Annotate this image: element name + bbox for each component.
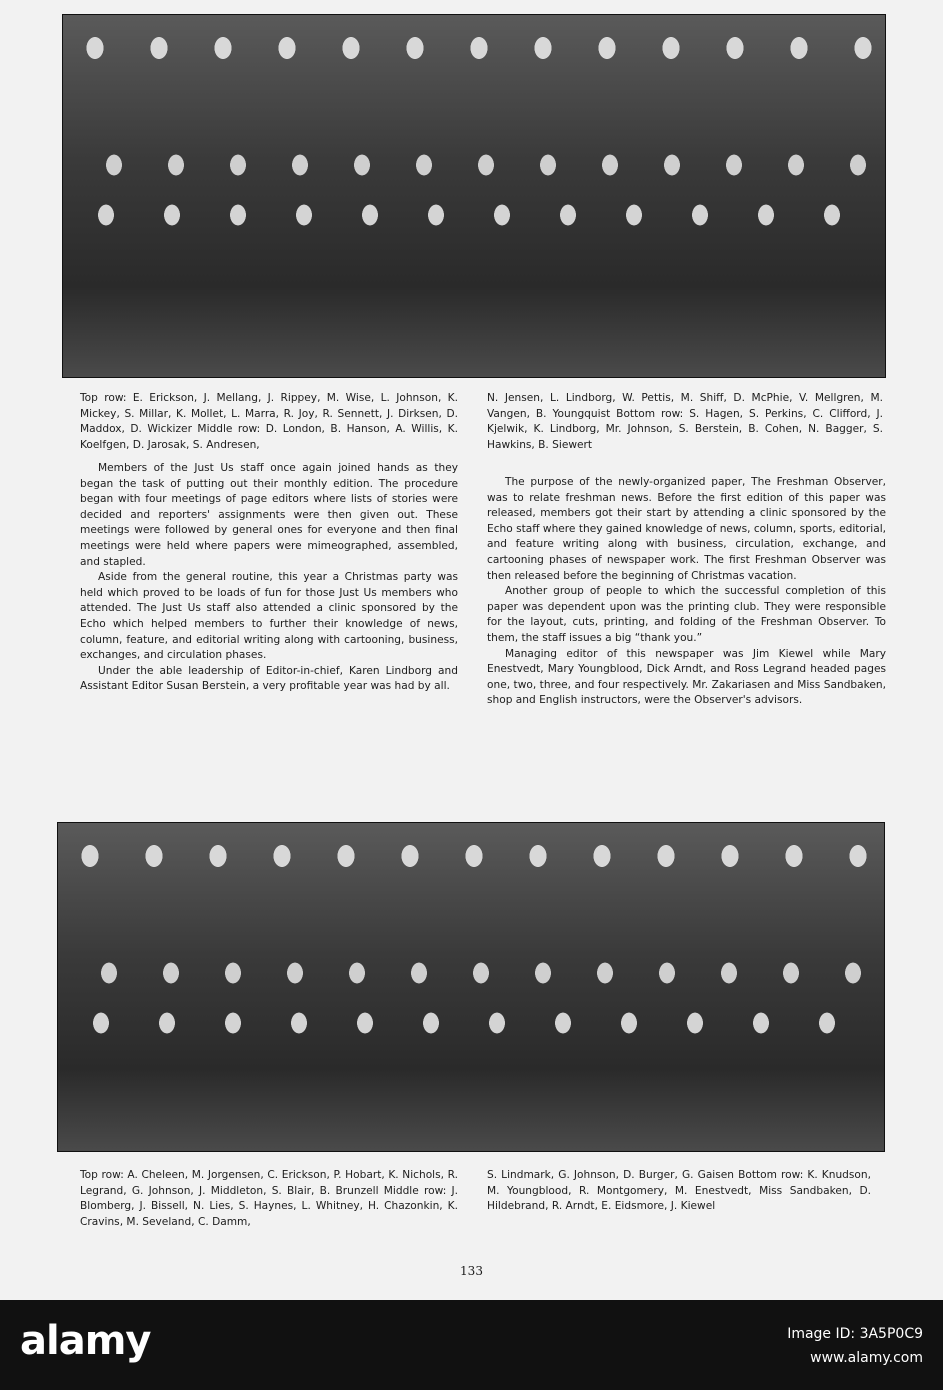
- photo1-caption-left: [80, 391, 458, 453]
- paragraph: Another group of people to which the successful completion of this paper was dependent upon was the printing club. They were responsible for the layout, cuts, printing, and folding of the Freshman Observer. To them, the staff issues a big “thank you.”: [487, 585, 886, 644]
- watermark-url: www.alamy.com: [810, 1350, 923, 1366]
- paragraph: Managing editor of this newspaper was Jim Kiewel while Mary Enestvedt, Mary Youngblood, Dick Arndt, and Ross Legrand headed pages one, two, three, and four respectively. Mr. Zakariasen and Miss Sandbaken, shop and English instructors, were the Observer's advisors.: [487, 647, 886, 707]
- caption-text: Top row: E. Erickson, J. Mellang, J. Rippey, M. Wise, L. Johnson, K. Mickey, S. Millar, K. Mollet, L. Marra, R. Joy, R. Sennett, J. Dirksen, D. Maddox, D. Wickizer Middle row: D. London, B. Hanson, A. Willis, K. Koelfgen, D. Jarosak, S. Andresen,: [80, 392, 458, 451]
- paragraph: Members of the Just Us staff once again joined hands as they began the task of putting out their monthly edition. The procedure began with four meetings of page editors where lists of stories were decided and reporters' assignments were then given out. These meetings were followed by general ones for everyone and then final meetings were held where papers were mimeographed, assembled, and stapled.: [80, 462, 458, 568]
- image-id: Image ID: 3A5P0C9: [787, 1326, 923, 1342]
- just-us-article: [80, 461, 458, 695]
- freshman-observer-article: [487, 475, 886, 709]
- page-number: 133: [460, 1264, 483, 1278]
- watermark-bar: [0, 1300, 943, 1390]
- paragraph: Aside from the general routine, this year a Christmas party was held which proved to be loads of fun for those Just Us members who attended. The Just Us staff also attended a clinic sponsored by the Echo which helped members to further their knowledge of news, column, feature, and editorial writing along with cartooning, business, exchanges, and circulation phases.: [80, 571, 458, 662]
- paragraph: Under the able leadership of Editor-in-chief, Karen Lindborg and Assistant Editor Susan Berstein, a very profitable year was had by all.: [80, 664, 458, 693]
- photo2-caption-right: [487, 1168, 871, 1215]
- caption-text: S. Lindmark, G. Johnson, D. Burger, G. Gaisen Bottom row: K. Knudson, M. Youngblood, R. Montgomery, M. Enestvedt, Miss Sandbaken, D. Hildebrand, R. Arndt, E. Eidsmore, J. Kiewel: [487, 1169, 871, 1213]
- caption-text: N. Jensen, L. Lindborg, W. Pettis, M. Shiff, D. McPhie, V. Mellgren, M. Vangen, B. Youngquist Bottom row: S. Hagen, S. Perkins, C. Clifford, J. Kjelwik, K. Lindborg, Mr. Johnson, S. Berstein, B. Cohen, N. Bagger, S. Hawkins, B. Siewert: [487, 392, 883, 451]
- caption-text: Top row: A. Cheleen, M. Jorgensen, C. Erickson, P. Hobart, K. Nichols, R. Legrand, G. Johnson, J. Middleton, S. Blair, B. Brunzell Middle row: J. Blomberg, J. Bissell, N. Lies, S. Haynes, L. Whitney, H. Chazonkin, K. Cravins, M. Seveland, C. Damm,: [80, 1169, 458, 1228]
- photo2-caption-left: [80, 1168, 458, 1230]
- just-us-staff-group-photo: [62, 14, 886, 378]
- photo1-caption-right: [487, 391, 883, 453]
- alamy-logo: alamy: [20, 1318, 151, 1364]
- watermark-info: [787, 1322, 923, 1370]
- freshman-observer-group-photo: [57, 822, 885, 1152]
- paragraph: The purpose of the newly-organized paper, The Freshman Observer, was to relate freshman news. Before the first edition of this paper was released, members got their start by attending a clinic sponsored by the Echo staff where they gained knowledge of news, column, sports, editorial, and feature writing along with business, circulation, exchange, and cartooning phases of newspaper work. The first Freshman Observer was then released before the beginning of Christmas vacation.: [487, 476, 886, 582]
